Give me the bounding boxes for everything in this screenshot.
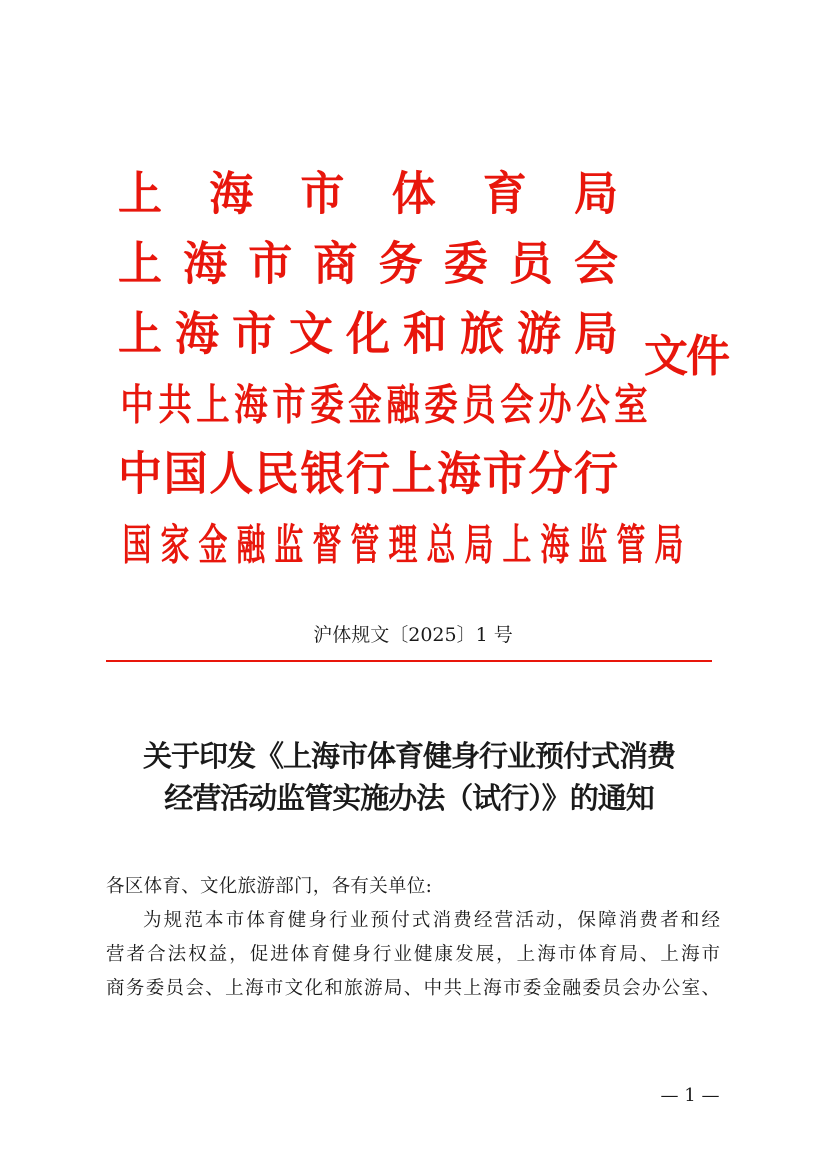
issuer-char: 局 (573, 167, 618, 222)
issuer-char: 上 (118, 167, 162, 222)
issuer-char: 督 (312, 520, 342, 570)
issuing-authorities (118, 160, 684, 580)
issuer-char: 国 (163, 447, 208, 502)
issuer-char: 海 (437, 447, 482, 502)
issuer-char: 会 (500, 380, 534, 430)
salutation: 各区体育、文化旅游部门，各有关单位: (106, 876, 433, 897)
issuer-char: 上 (391, 447, 436, 502)
paragraph-line-2: 营者合法权益，促进体育健身行业健康发展，上海市体育局、上海市 (106, 944, 720, 965)
issuer-char: 育 (482, 167, 527, 222)
issuer-char: 局 (574, 307, 618, 362)
issuer-char: 上 (502, 520, 532, 570)
issuer-char: 委 (310, 380, 344, 430)
issuer-char: 融 (236, 520, 266, 570)
paragraph-line-3: 商务委员会、上海市文化和旅游局、中共上海市委金融委员会办公室、 (106, 978, 720, 999)
issuer-char: 员 (462, 380, 496, 430)
issuer-char: 市 (272, 380, 306, 430)
issuer-line-2 (118, 230, 618, 300)
issuer-char: 中 (118, 447, 162, 502)
issuer-char: 民 (254, 447, 299, 502)
issuer-char: 和 (403, 307, 447, 362)
issuer-char: 公 (576, 380, 610, 430)
issuer-char: 务 (378, 237, 423, 292)
issuer-char: 商 (313, 237, 358, 292)
issuer-char: 市 (482, 447, 527, 502)
issuer-char: 员 (508, 237, 553, 292)
title-line-1: 关于印发《上海市体育健身行业预付式消费 (142, 739, 675, 773)
issuer-line-1 (118, 160, 618, 230)
issuer-char: 海 (183, 237, 228, 292)
issuer-char: 海 (209, 167, 254, 222)
issuer-char: 市 (232, 307, 276, 362)
issuer-char: 会 (573, 237, 618, 292)
document-title (106, 735, 712, 819)
issuer-char: 理 (388, 520, 418, 570)
issuer-char: 国 (122, 520, 152, 570)
issuer-char: 中 (120, 380, 154, 430)
issuer-char: 市 (300, 167, 345, 222)
issuer-char: 家 (160, 520, 190, 570)
issuer-char: 旅 (460, 307, 504, 362)
issuer-char: 上 (118, 237, 162, 292)
issuer-char: 室 (614, 380, 648, 430)
issuer-char: 人 (209, 447, 254, 502)
paragraph-line-1: 为规范本市体育健身行业预付式消费经营活动，保障消费者和经 (143, 910, 720, 931)
issuer-char: 管 (350, 520, 380, 570)
issuer-line-5 (118, 440, 618, 510)
issuer-char: 体 (391, 167, 436, 222)
issuer-char: 总 (426, 520, 456, 570)
red-divider-line (106, 660, 712, 662)
title-line-2: 经营活动监管实施办法（试行）》的通知 (164, 781, 654, 815)
issuer-char: 金 (348, 380, 382, 430)
document-suffix: 文件 (644, 331, 728, 382)
issuer-char: 市 (248, 237, 293, 292)
issuer-char: 委 (424, 380, 458, 430)
issuer-char: 办 (538, 380, 572, 430)
issuer-char: 管 (616, 520, 646, 570)
issuer-char: 行 (345, 447, 390, 502)
issuer-char: 海 (540, 520, 570, 570)
issuer-char: 行 (573, 447, 618, 502)
issuer-line-4 (118, 370, 648, 440)
issuer-char: 银 (300, 447, 345, 502)
document-number: 沪体规文〔2025〕1 号 (313, 624, 513, 646)
issuer-char: 共 (158, 380, 192, 430)
issuer-char: 监 (274, 520, 304, 570)
issuer-char: 融 (386, 380, 420, 430)
issuer-char: 上 (196, 380, 230, 430)
issuer-char: 局 (654, 520, 684, 570)
issuer-line-3 (118, 300, 618, 370)
issuer-char: 化 (346, 307, 390, 362)
issuer-char: 上 (118, 307, 162, 362)
issuer-char: 海 (175, 307, 219, 362)
issuer-char: 分 (528, 447, 573, 502)
issuer-char: 金 (198, 520, 228, 570)
document-body (106, 870, 720, 1006)
issuer-char: 局 (464, 520, 494, 570)
issuer-char: 文 (289, 307, 333, 362)
issuer-char: 游 (517, 307, 561, 362)
issuer-char: 监 (578, 520, 608, 570)
page-number: — 1 — (660, 1085, 720, 1106)
issuer-line-6 (118, 510, 684, 580)
issuer-char: 海 (234, 380, 268, 430)
issuer-char: 委 (443, 237, 488, 292)
